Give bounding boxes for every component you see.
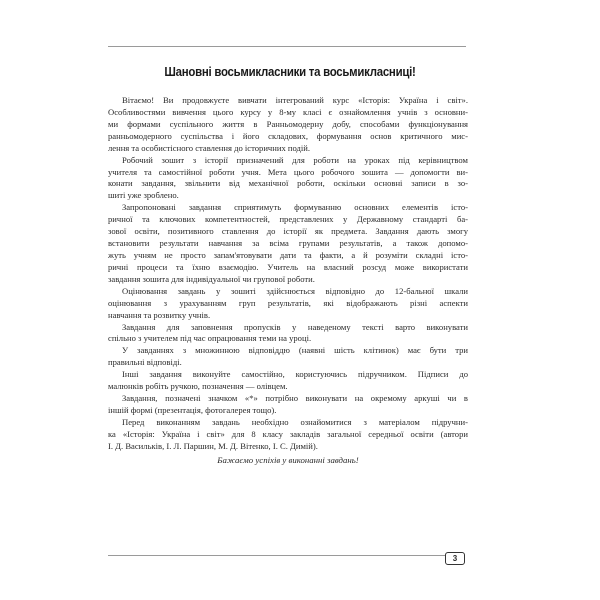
- text-line: правильні відповіді.: [108, 357, 182, 368]
- text-line: завдання зошита для індивідуальної чи групової роботи.: [108, 273, 315, 284]
- text-line: учителя та самостійної роботи учня. Мета цього робочого зошита — допомогти ви-: [108, 166, 468, 177]
- paragraph: [108, 95, 468, 155]
- text-line: малюнків робіть ручкою, позначення — олівцем.: [108, 381, 288, 392]
- paragraph: [108, 369, 468, 393]
- paragraph: [108, 286, 468, 322]
- body-text: [108, 95, 468, 453]
- text-line: ка «Історія: Україна і світ» для 8 класу закладів загальної середньої освіти (автори: [108, 428, 468, 439]
- text-line: Завдання, позначені значком «*» потрібно виконувати на окремому аркуші чи в: [122, 393, 468, 404]
- text-line: У завданнях з множинною відповіддю (наявні шість клітинок) має бути три: [122, 345, 468, 356]
- paragraph: [108, 202, 468, 285]
- text-line: ми формами суспільного життя в Ранньомодерну добу, способами функціонування: [108, 118, 468, 129]
- paragraph: [108, 393, 468, 417]
- text-line: Завдання для заповнення пропусків у наведеному тексті варто виконувати: [122, 321, 468, 332]
- text-line: ранньомодерного суспільства і його складових, формування основ критичного мис-: [108, 130, 468, 141]
- text-line: лення та особистісного ставлення до історичних подій.: [108, 142, 311, 153]
- page-number: 3: [445, 552, 465, 565]
- text-line: І. Д. Васильків, І. Л. Паршин, М. Д. Вітенко, І. С. Димій).: [108, 440, 318, 451]
- text-line: спільно з учителем під час опрацювання теми на уроці.: [108, 333, 312, 344]
- text-line: Перед виконанням завдань необхідно ознайомитися з матеріалом підручни-: [122, 416, 468, 427]
- text-line: оцінювання з урахуванням груп результатів, які відображають різні аспекти: [108, 297, 468, 308]
- text-line: Запропоновані завдання сприятимуть формуванню основних елементів істо-: [122, 202, 468, 213]
- paragraph: [108, 155, 468, 203]
- text-line: Робочий зошит з історії призначений для роботи на уроках під керівництвом: [122, 154, 468, 165]
- text-line: конати завдання, звільнити від механічної роботи, оскільки основні записи в зо-: [108, 178, 468, 189]
- text-line: іншій формі (презентація, фотогалерея тощо).: [108, 404, 277, 415]
- text-line: Оцінювання завдань у зошиті здійснюється відповідно до 12-бальної шкали: [122, 285, 468, 296]
- closing-line: Бажаємо успіхів у виконанні завдань!: [217, 455, 359, 465]
- top-rule: [108, 46, 466, 47]
- bottom-rule: [108, 555, 445, 556]
- text-line: встановити результати навчання за всіма групами результатів, а також допомо-: [108, 238, 468, 249]
- paragraph: [108, 322, 468, 346]
- text-line: жуть учням не просто запам'ятовувати дати та факти, а й розуміти складні істо-: [108, 249, 468, 260]
- page-title: Шановні восьмикласники та восьмикласниці!: [164, 64, 416, 79]
- paragraph: [108, 345, 468, 369]
- text-line: ричної та ключових компетентностей, представлених у Державному стандарті ба-: [108, 214, 468, 225]
- text-line: Вітаємо! Ви продовжуєте вивчати інтегрований курс «Історія: Україна і світ».: [122, 95, 468, 105]
- text-line: Особливостями вивчення цього курсу у 8-му класі є ознайомлення учнів з основни-: [108, 106, 468, 117]
- text-line: ричні процеси та їхню взаємодію. Учитель на власний розсуд може використати: [108, 261, 468, 272]
- text-line: навчання та розвитку учнів.: [108, 309, 211, 320]
- text-line: Інші завдання виконуйте самостійно, користуючись підручником. Підписи до: [122, 369, 468, 380]
- text-line: зової освіти, позитивного ставлення до історії як предмета. Завдання дають змогу: [108, 226, 468, 237]
- paragraph: [108, 417, 468, 453]
- text-line: шиті уже зроблено.: [108, 190, 179, 201]
